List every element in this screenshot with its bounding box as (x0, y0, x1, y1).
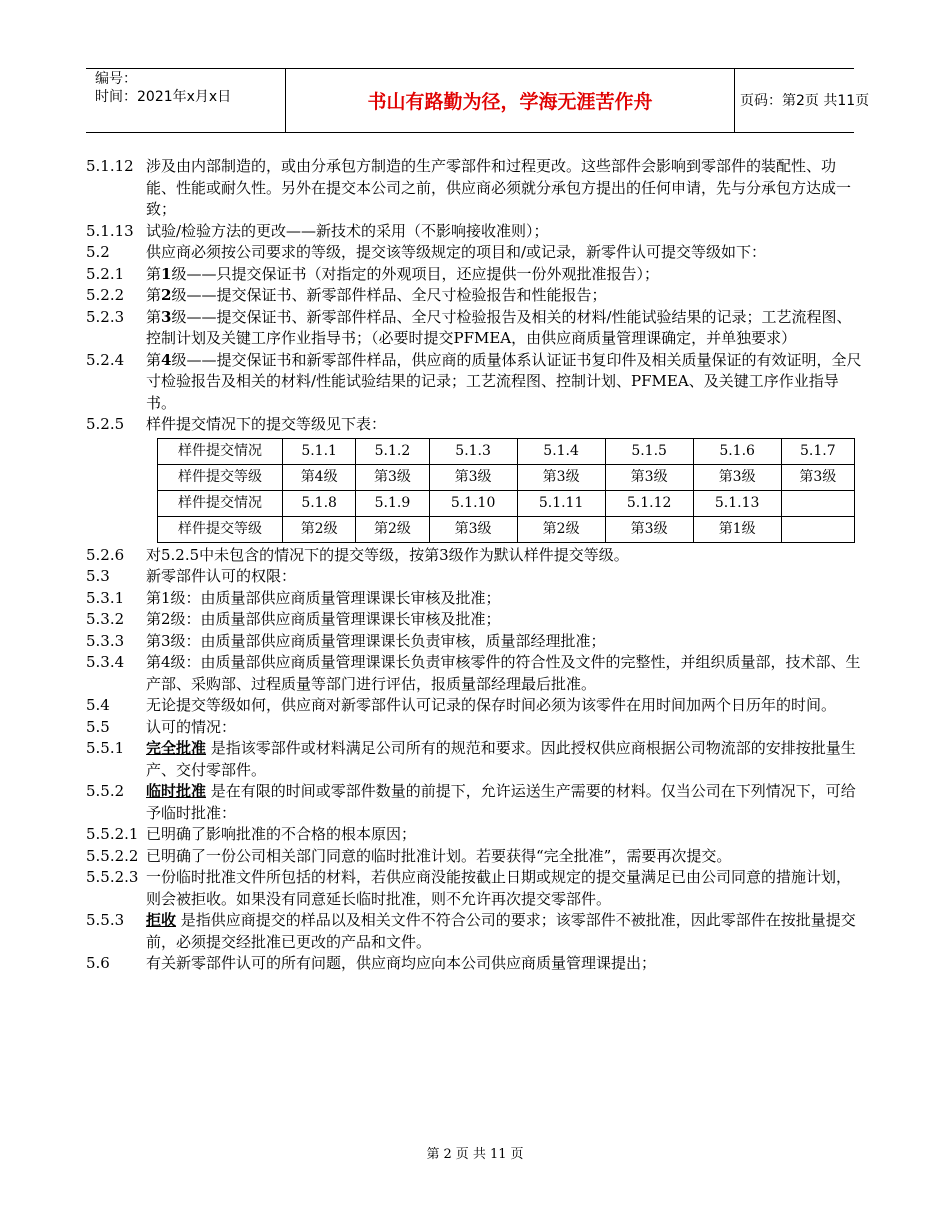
table-cell: 第3级 (429, 464, 517, 490)
clause-5-2-6 (86, 545, 866, 567)
clause-number: 5.2.4 (86, 350, 125, 369)
clause-5-2 (86, 242, 866, 264)
table-cell: 5.1.10 (429, 490, 517, 516)
clause-text: 第2级：由质量部供应商质量管理课课长审核及批准； (146, 610, 501, 628)
clause-text (146, 285, 862, 307)
clause-number: 5.2.5 (86, 415, 125, 433)
clause-text: 已明确了影响批准的不合格的根本原因； (146, 825, 417, 843)
page-header (86, 68, 870, 133)
clause-text (146, 910, 862, 953)
clause-number: 5.3.4 (86, 653, 125, 671)
table-cell: 5.1.5 (605, 438, 693, 464)
table-cell: 第3级 (781, 464, 854, 490)
clause-text: 一份临时批准文件所包括的材料，若供应商没能按截止日期或规定的提交量满足已由公司同意的措施计划，则会被拒收。如果没有同意延长临时批准，则不允许再次提交零部件。 (146, 868, 852, 908)
table-cell: 5.1.9 (356, 490, 429, 516)
clause-5-3-3 (86, 631, 866, 653)
clause-text (146, 307, 862, 350)
table-cell: 5.1.2 (356, 438, 429, 464)
clause-text: 有关新零部件认可的所有问题，供应商均应向本公司供应商质量管理课提出； (146, 954, 657, 972)
clause-text (146, 264, 862, 286)
level-number: 3 (161, 307, 172, 326)
defined-term: 临时批准 (146, 782, 207, 800)
clause-5-3-4 (86, 652, 866, 695)
clause-5-5-2-3 (86, 867, 866, 910)
defined-term: 拒收 (146, 911, 177, 929)
clause-number: 5.5.3 (86, 911, 125, 929)
clause-text: 涉及由内部制造的，或由分承包方制造的生产零部件和过程更改。这些部件会影响到零部件的装配性、功能、性能或耐久性。另外在提交本公司之前，供应商必须就分承包方提出的任何申请，先与分承包方达成一致； (146, 157, 852, 218)
doc-time-label: 时间：2021年x月x日 (95, 89, 232, 105)
clause-text (146, 781, 862, 824)
clause-text: 已明确了一份公司相关部门同意的临时批准计划。若要获得“完全批准”，需要再次提交。 (146, 846, 732, 865)
level-number: 4 (161, 350, 172, 369)
clause-text: 第1级：由质量部供应商质量管理课课长审核及批准； (146, 588, 501, 607)
header-motto-cell (285, 69, 735, 132)
table-row-header: 样件提交情况 (158, 438, 283, 464)
clause-text-body: 级——只提交保证书（对指定的外观项目，还应提供一份外观批准报告）； (171, 264, 659, 283)
table-cell: 第3级 (356, 464, 429, 490)
table-cell: 5.1.3 (429, 438, 517, 464)
table-cell: 第3级 (693, 464, 781, 490)
clause-number: 5.3.2 (86, 610, 125, 628)
table-cell: 第2级 (517, 516, 605, 542)
clause-number: 5.2.2 (86, 286, 125, 304)
clause-text (146, 350, 862, 415)
clause-5-5 (86, 717, 866, 739)
clause-text: 第3级：由质量部供应商质量管理课课长负责审核，质量部经理批准； (146, 631, 606, 650)
clause-text-body: 级——提交保证书、新零部件样品、全尺寸检验报告及相关的材料/性能试验结果的记录；工艺流程图、控制计划及关键工序作业指导书；（必要时提交PFMEA，由供应商质量管理课确定，并单独要求） (146, 307, 852, 347)
clause-number: 5.2.3 (86, 307, 125, 326)
table-row-header: 样件提交情况 (158, 490, 283, 516)
clause-text: 供应商必须按公司要求的等级，提交该等级规定的项目和/或记录，新零件认可提交等级如下： (146, 243, 767, 261)
clause-text: 样件提交情况下的提交等级见下表： (146, 415, 387, 433)
clause-text: 新零部件认可的权限： (146, 567, 297, 585)
table-cell: 5.1.6 (693, 438, 781, 464)
clause-5-5-2-2 (86, 846, 866, 868)
table-cell (781, 516, 854, 542)
table-row-header: 样件提交等级 (158, 464, 283, 490)
level-number: 2 (161, 286, 172, 304)
table-cell: 5.1.11 (517, 490, 605, 516)
clause-number: 5.3.3 (86, 631, 125, 650)
level-number: 1 (161, 264, 172, 283)
table-cell: 5.1.4 (517, 438, 605, 464)
clause-text-body: 级——提交保证书和新零部件样品，供应商的质量体系认证证书复印件及相关质量保证的有效证明，全尺寸检验报告及相关的材料/性能试验结果的记录；工艺流程图、控制计划、PFMEA、及关键工序作业指导书。 (146, 350, 862, 412)
clause-text (146, 738, 862, 781)
clause-number: 5.4 (86, 696, 110, 714)
clause-text-body: 是指该零部件或材料满足公司所有的规范和要求。因此授权供应商根据公司物流部的安排按批量生产、交付零部件。 (146, 739, 856, 779)
submission-level-table (157, 438, 855, 543)
clause-number: 5.2.6 (86, 545, 125, 564)
header-page-cell (734, 69, 870, 132)
clause-number: 5.3.1 (86, 588, 125, 607)
table-cell: 第3级 (429, 516, 517, 542)
clause-5-3-2 (86, 609, 866, 631)
table-row (158, 464, 855, 490)
clause-5-3 (86, 566, 866, 588)
clause-text-prefix: 第 (146, 286, 162, 304)
clause-text-prefix: 第 (146, 264, 162, 283)
clause-number: 5.5.2.1 (86, 825, 139, 843)
clause-5-3-1 (86, 588, 866, 610)
footer-middle: 页 共 (455, 1147, 486, 1162)
clause-5-2-2 (86, 285, 866, 307)
clause-5-1-12 (86, 156, 866, 221)
clause-number: 5.5.2.2 (86, 846, 139, 865)
table-cell: 第1级 (693, 516, 781, 542)
table-row (158, 490, 855, 516)
clause-text: 试验/检验方法的更改——新技术的采用（不影响接收准则）； (146, 221, 549, 240)
table-row-header: 样件提交等级 (158, 516, 283, 542)
clause-5-6 (86, 953, 866, 975)
clause-5-2-4 (86, 350, 866, 415)
table-cell: 5.1.1 (283, 438, 356, 464)
page-footer (0, 1147, 950, 1163)
footer-suffix: 页 (510, 1147, 524, 1162)
doc-code-label: 编号： (95, 71, 137, 87)
clause-number: 5.6 (86, 954, 110, 972)
table-cell (781, 490, 854, 516)
clause-text: 对5.2.5中未包含的情况下的提交等级，按第3级作为默认样件提交等级。 (146, 545, 629, 564)
clause-number: 5.2 (86, 243, 110, 261)
clause-5-5-3 (86, 910, 866, 953)
clause-text-prefix: 第 (146, 350, 162, 369)
table-cell: 第4级 (283, 464, 356, 490)
clause-number: 5.2.1 (86, 264, 125, 283)
table-cell: 第3级 (605, 464, 693, 490)
table-cell: 第3级 (517, 464, 605, 490)
clause-5-1-13 (86, 221, 866, 243)
table-cell: 5.1.13 (693, 490, 781, 516)
defined-term: 完全批准 (146, 739, 207, 757)
clause-number: 5.5.2 (86, 782, 125, 800)
table-cell: 第3级 (605, 516, 693, 542)
clause-5-4 (86, 695, 866, 717)
header-page-number: 页码：第2页 共11页 (740, 93, 870, 109)
footer-page-number: 2 (443, 1147, 452, 1162)
clause-text: 无论提交等级如何，供应商对新零部件认可记录的保存时间必须为该零件在用时间加两个日历年的时间。 (146, 696, 837, 714)
clause-5-2-3 (86, 307, 866, 350)
header-motto: 书山有路勤为径，学海无涯苦作舟 (367, 91, 653, 113)
footer-total-pages: 11 (489, 1147, 507, 1162)
table-cell: 第2级 (356, 516, 429, 542)
clause-number: 5.5.1 (86, 739, 125, 757)
footer-prefix: 第 (426, 1147, 440, 1162)
clause-5-5-1 (86, 738, 866, 781)
clause-5-2-5 (86, 414, 866, 436)
clause-5-5-2-1 (86, 824, 866, 846)
clause-text-body: 级——提交保证书、新零部件样品、全尺寸检验报告和性能报告； (171, 286, 607, 304)
clause-number: 5.5.2.3 (86, 868, 139, 886)
clause-5-5-2 (86, 781, 866, 824)
clause-text-body: 是在有限的时间或零部件数量的前提下，允许运送生产需要的材料。仅当公司在下列情况下，可给予临时批准： (146, 782, 856, 822)
clause-text-prefix: 第 (146, 307, 162, 326)
clause-text: 第4级：由质量部供应商质量管理课课长负责审核零件的符合性及文件的完整性，并组织质量部，技术部、生产部、采购部、过程质量等部门进行评估，报质量部经理最后批准。 (146, 653, 861, 693)
clause-number: 5.1.13 (86, 221, 134, 240)
clause-5-2-1 (86, 264, 866, 286)
clause-number: 5.5 (86, 717, 110, 736)
table-row (158, 516, 855, 542)
clause-number: 5.3 (86, 567, 110, 585)
table-cell: 5.1.12 (605, 490, 693, 516)
header-info-cell (86, 69, 285, 132)
table-row (158, 438, 855, 464)
clause-text: 认可的情况： (146, 717, 237, 736)
clause-text-body: 是指供应商提交的样品以及相关文件不符合公司的要求；该零部件不被批准，因此零部件在按批量提交前，必须提交经批准已更改的产品和文件。 (146, 911, 856, 951)
table-cell: 第2级 (283, 516, 356, 542)
table-cell: 5.1.7 (781, 438, 854, 464)
document-body (86, 156, 866, 975)
table-cell: 5.1.8 (283, 490, 356, 516)
clause-number: 5.1.12 (86, 157, 134, 175)
